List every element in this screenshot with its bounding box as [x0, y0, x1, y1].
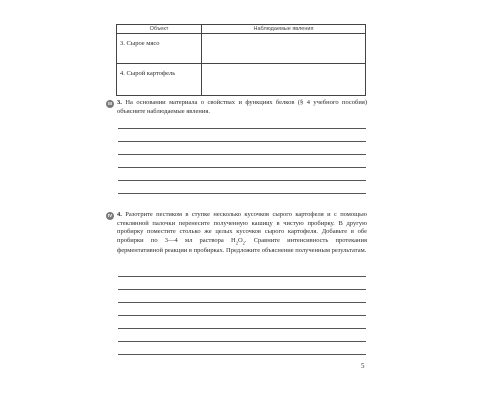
table-row [117, 64, 366, 96]
table-cell-object: 4. Сырой картофель [117, 64, 202, 96]
answer-line[interactable] [118, 180, 366, 181]
task-4-text [117, 211, 367, 256]
page-number: 5 [361, 362, 365, 370]
observation-table [116, 24, 366, 96]
answer-line[interactable] [118, 354, 366, 355]
table-row [117, 34, 366, 64]
answer-line[interactable] [118, 289, 366, 290]
answer-line[interactable] [118, 141, 366, 142]
answer-line[interactable] [118, 128, 366, 129]
task-description-part3: . Сравните интенсивность протекания ферментативной реакции в пробирках. Предложите объяснение полученным результатам. [117, 236, 368, 255]
answer-line[interactable] [118, 328, 366, 329]
task-number: 3. [117, 99, 122, 106]
table-header-object: Объект [117, 25, 202, 34]
answer-line[interactable] [118, 154, 366, 155]
subscript: 2 [242, 239, 245, 245]
table-header-row [117, 25, 366, 34]
task-3-text [117, 99, 367, 116]
table-header-observation: Наблюдаемые явления [202, 25, 366, 34]
answer-line[interactable] [118, 302, 366, 303]
subscript: 2 [235, 239, 238, 245]
answer-line[interactable] [118, 167, 366, 168]
task-level-badge: IV [107, 213, 113, 218]
table-cell-observation[interactable] [202, 34, 366, 64]
task-description-part2: O [237, 236, 243, 244]
table-cell-object: 3. Сырое мясо [117, 34, 202, 64]
table-cell-observation[interactable] [202, 64, 366, 96]
answer-line[interactable] [118, 276, 366, 277]
task-description-part1: Разотрите пестиком в ступке несколько кусочков сырого картофеля и с помощью стеклянной палочки перенесите полученную кашицу в чистую пробирку. В другую пробирку поместите столько же целых кусочков сырого картофеля. Добавьте в обе пробирки по 3—4 мл раствора H [117, 211, 367, 244]
answer-line[interactable] [118, 315, 366, 316]
task-number: 4. [117, 211, 122, 218]
task-description: На основании материала о свойствах и функциях белков (§ 4 учебного пособия) объясните наблюдаемые явления. [117, 99, 367, 115]
answer-line[interactable] [118, 341, 366, 342]
task-level-badge: III [106, 100, 114, 108]
answer-line[interactable] [118, 193, 366, 194]
